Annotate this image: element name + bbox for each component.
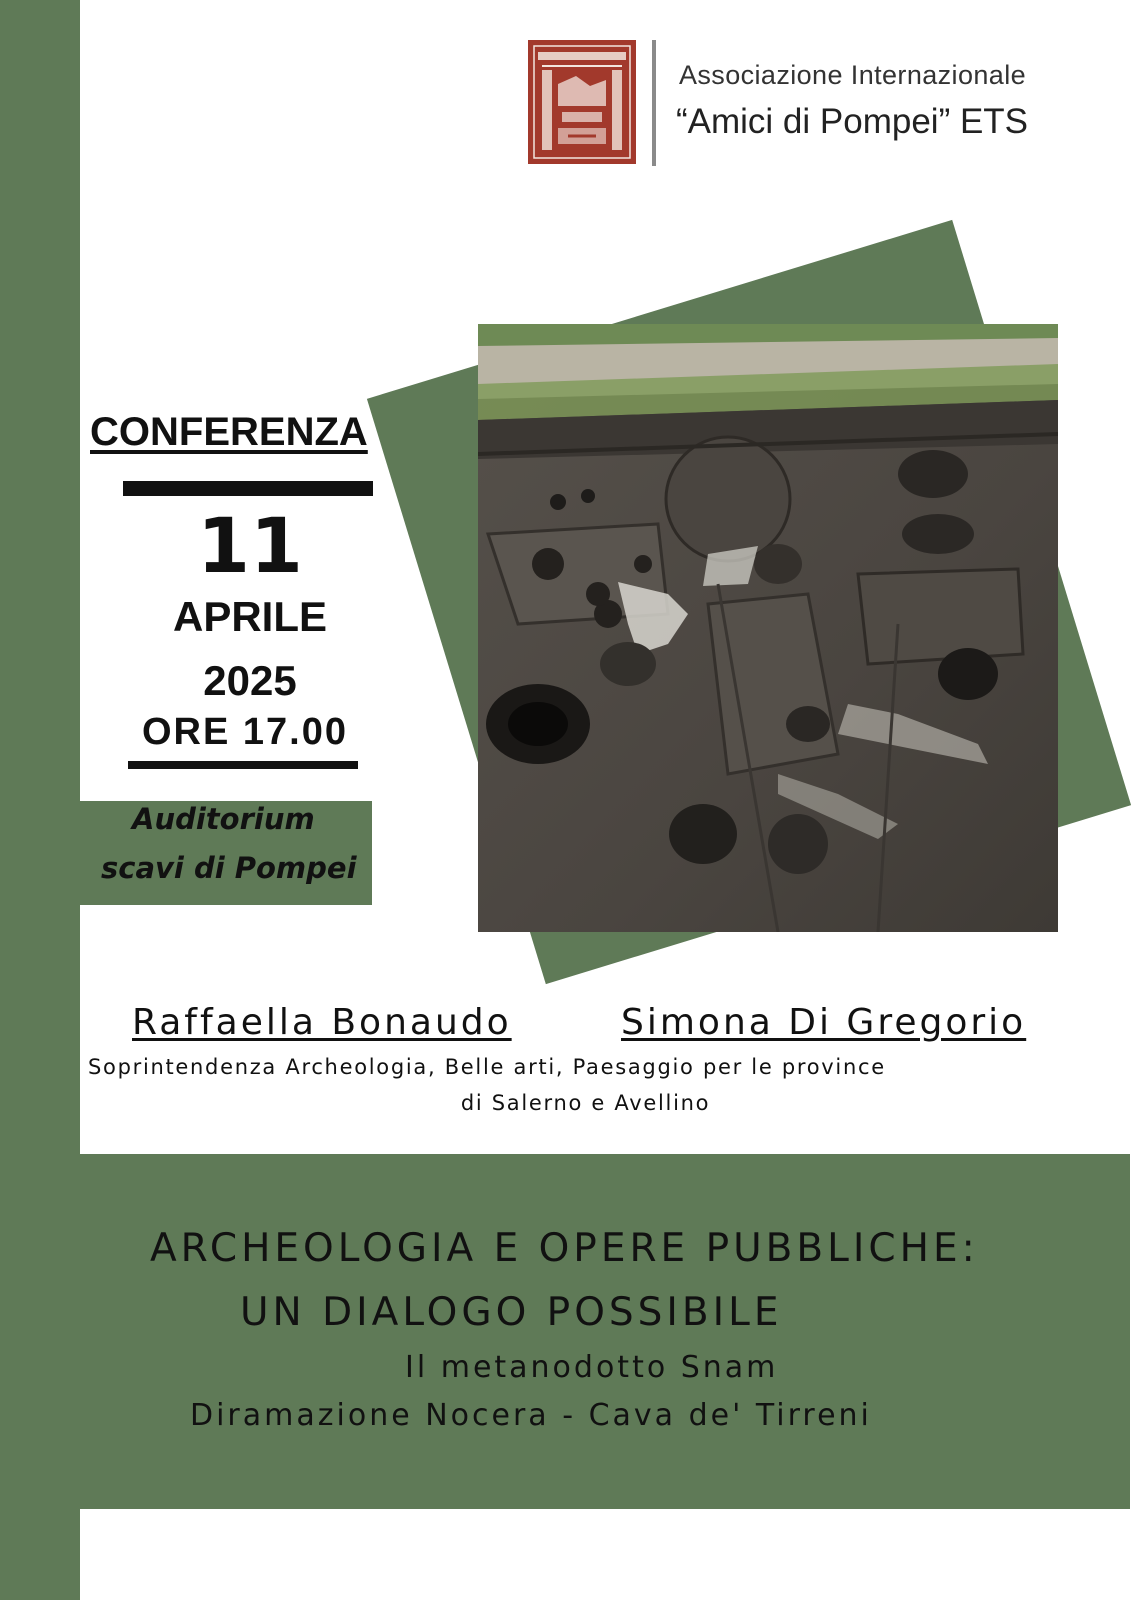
- event-time: ORE 17.00: [142, 711, 348, 753]
- talk-title: UN DIALOGO POSSIBILE: [240, 1290, 783, 1335]
- venue-name: Auditorium: [132, 802, 315, 836]
- pompeii-doorway-logo-icon: [528, 40, 636, 164]
- event-day: 11: [197, 501, 303, 590]
- speaker-affiliation: Soprintendenza Archeologia, Belle arti, Paesaggio per le province: [88, 1055, 886, 1079]
- event-month: APRILE: [172, 593, 327, 640]
- talk-subtitle: Diramazione Nocera - Cava de' Tirreni: [190, 1398, 872, 1433]
- header-divider: [652, 40, 656, 166]
- event-year: 2025: [203, 657, 297, 704]
- venue-location: scavi di Pompei: [101, 851, 357, 885]
- organization-name: Associazione Internazionale: [679, 60, 1027, 90]
- left-accent-bar: [0, 0, 80, 1600]
- talk-title: ARCHEOLOGIA E OPERE PUBBLICHE:: [150, 1226, 979, 1271]
- speaker-affiliation: di Salerno e Avellino: [460, 1091, 711, 1115]
- divider-bar: [128, 761, 358, 769]
- organization-name-main: “Amici di Pompei” ETS: [676, 102, 1029, 141]
- event-type-heading: CONFERENZA: [90, 410, 368, 454]
- divider-bar: [123, 481, 373, 496]
- talk-subtitle: Il metanodotto Snam: [405, 1350, 779, 1385]
- speaker-name: Simona Di Gregorio: [621, 1002, 1027, 1043]
- excavation-photo: [478, 324, 1058, 932]
- speaker-name: Raffaella Bonaudo: [132, 1002, 512, 1043]
